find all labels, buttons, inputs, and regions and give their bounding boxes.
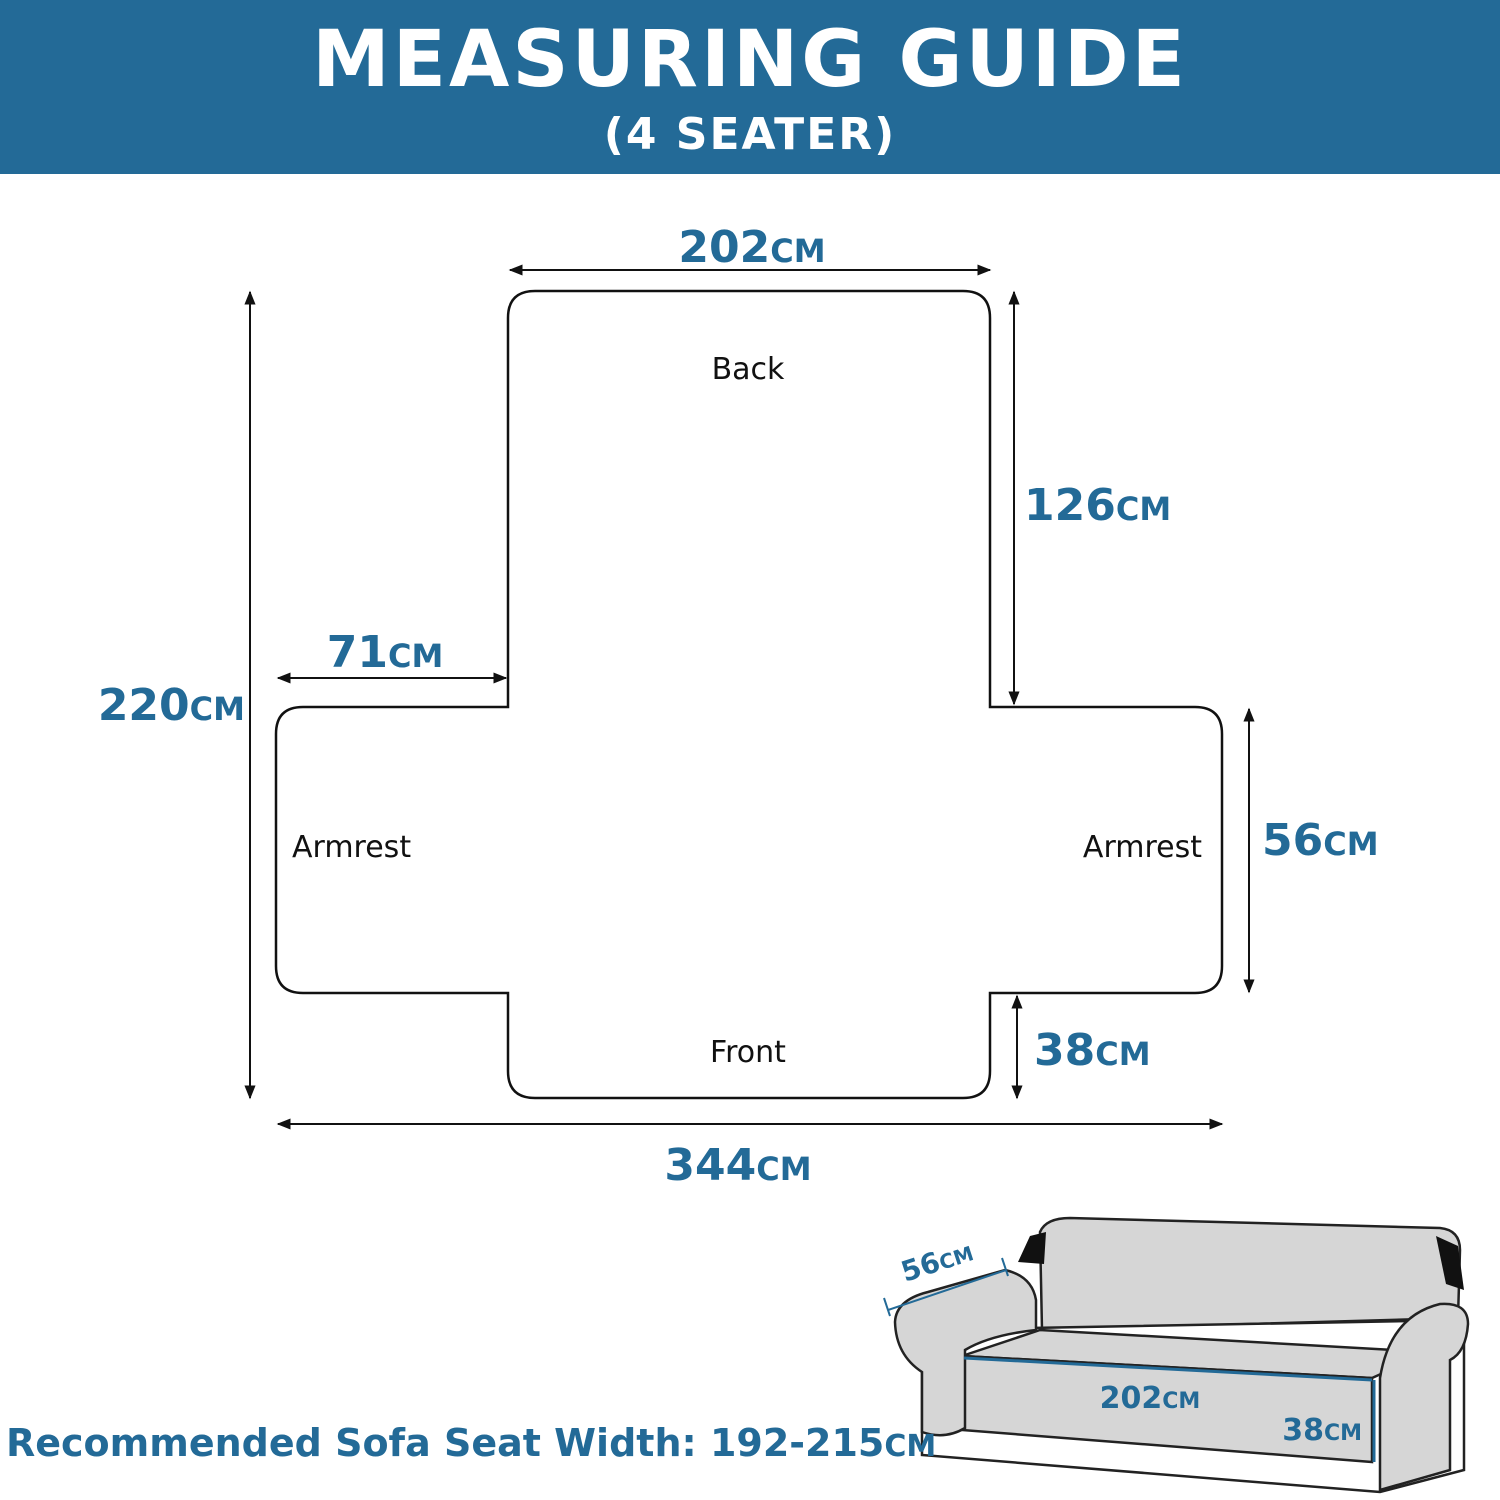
front-height-label: 38CM: [1034, 1025, 1151, 1076]
armrest-left-label: Armrest: [292, 830, 412, 865]
footer-prefix: Recommended Sofa Seat Width:: [6, 1421, 710, 1465]
total-height-label: 220CM: [97, 680, 245, 731]
armrest-height-label: 56CM: [1262, 815, 1379, 866]
back-height-label: 126CM: [1024, 480, 1172, 531]
cover-outline: [276, 291, 1222, 1098]
footer-unit: CM: [884, 1429, 937, 1464]
sofa-arm-depth-label: 56CM: [896, 1241, 977, 1289]
total-width-label: 344CM: [664, 1140, 812, 1191]
back-label: Back: [711, 352, 785, 387]
sofa-seat-front-label: 38CM: [1282, 1413, 1362, 1448]
front-label: Front: [710, 1035, 786, 1070]
recommended-seat-width: [6, 1418, 936, 1472]
sofa-illustration: [884, 1218, 1468, 1492]
sofa-seat-width-label: 202CM: [1099, 1381, 1201, 1416]
page-subtitle: (4 SEATER): [603, 109, 897, 160]
footer-range: 192-215: [709, 1421, 885, 1465]
armrest-right-label: Armrest: [1082, 830, 1202, 865]
armrest-width-label: 71CM: [326, 627, 444, 678]
page-title: MEASURING GUIDE: [312, 15, 1188, 105]
back-width-label: 202CM: [678, 222, 826, 273]
